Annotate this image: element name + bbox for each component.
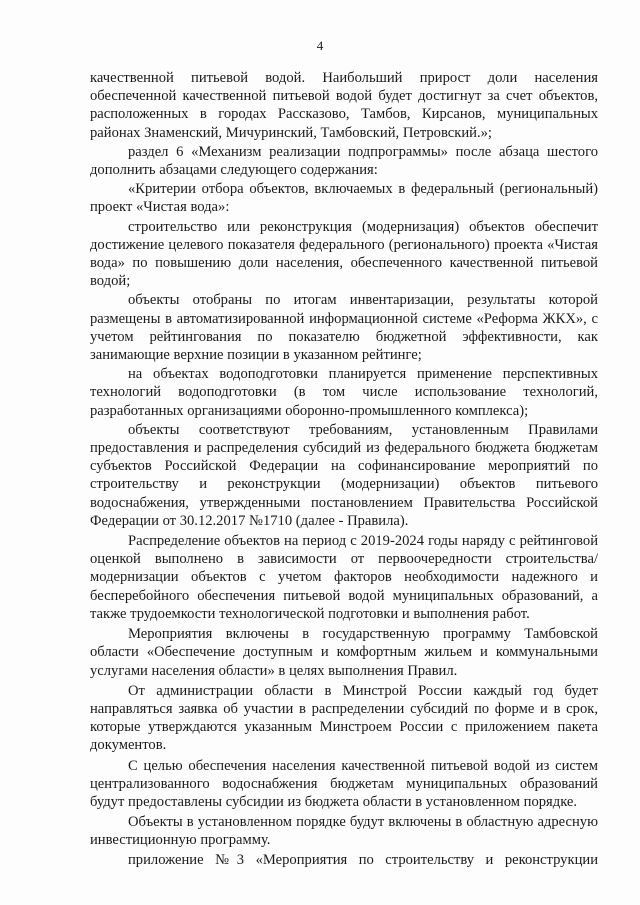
paragraph-subsidies: С целью обеспечения населения качественной питьевой водой из систем централизованного водоснабжения бюджетам муниципальных образований будут предоставлены субсидии из бюджета области в установленном порядке. — [90, 757, 598, 810]
paragraph-continuation: качественной питьевой водой. Наибольший прирост доли населения обеспеченной качественной питьевой водой будет достигнут за счет объектов, расположенных в городах Рассказово, Тамбов, Кирсанов, муниципальных районах Знаменский, Мичуринский, Тамбовский, Петровский.»; — [90, 70, 598, 141]
paragraph-criterion-construction: строительство или реконструкция (модернизация) объектов обеспечит достижение целевого показателя федерального (регионального) проекта «Чистая вода» по повышению доли населения, обеспеченного качественной питьевой водой; — [90, 218, 598, 290]
paragraph-criteria-heading: «Критерии отбора объектов, включаемых в федеральный (региональный) проект «Чистая вода»: — [90, 181, 598, 216]
paragraph-appendix-3: приложение №3 «Мероприятия по строительству и реконструкции — [128, 851, 598, 868]
paragraph-state-program: Мероприятия включены в государственную программу Тамбовской области «Обеспечение доступным и комфортным жильем и коммунальными услугами населения области» в целях выполнения Правил. — [90, 626, 598, 679]
paragraph-section-6-amendment: раздел 6 «Механизм реализации подпрограммы» после абзаца шестого дополнить абзацами следующего содержания: — [90, 143, 598, 179]
document-body — [90, 69, 598, 870]
paragraph-criterion-rules: объекты соответствуют требованиям, установленным Правилами предоставления и распределения субсидий из федерального бюджета бюджетам субъектов Российской Федерации на софинансирование мероприятий по строительству и реконструкции (модернизации) объектов питьевого водоснабжения, утвержденными постановлением Правительства Российской Федерации от 30.12.2017 №1710 (далее - Правила). — [90, 421, 598, 529]
paragraph-criterion-technologies: на объектах водоподготовки планируется применение перспективных технологий водоподготовки (в том числе использование технологий, разработанных организациями оборонно-промышленного комплекса); — [90, 366, 598, 419]
paragraph-criterion-inventory: объекты отобраны по итогам инвентаризации, результаты которой размещены в автоматизированной информационной системе «Реформа ЖКХ», с учетом рейтингования по показателю бюджетной эффективности, как занимающие верхние позиции в указанном рейтинге; — [90, 292, 598, 364]
paragraph-investment-program: Объекты в установленном порядке будут включены в областную адресную инвестиционную программу. — [90, 814, 598, 849]
paragraph-application: От администрации области в Минстрой России каждый год будет направляться заявка об участии в распределении субсидий по форме и в срок, которые утверждаются указанным Минстроем России с приложением пакета документов. — [90, 682, 598, 754]
page-number: 4 — [316, 38, 324, 53]
paragraph-distribution: Распределение объектов на период с 2019-2024 годы наряду с рейтинговой оценкой выполнено в зависимости от первоочередности строительства/модернизации объектов с учетом факторов необходимости надежного и бесперебойного обеспечения питьевой водой муниципальных образований, а также трудоемкости технологической подготовки и выполнения работ. — [90, 533, 598, 622]
